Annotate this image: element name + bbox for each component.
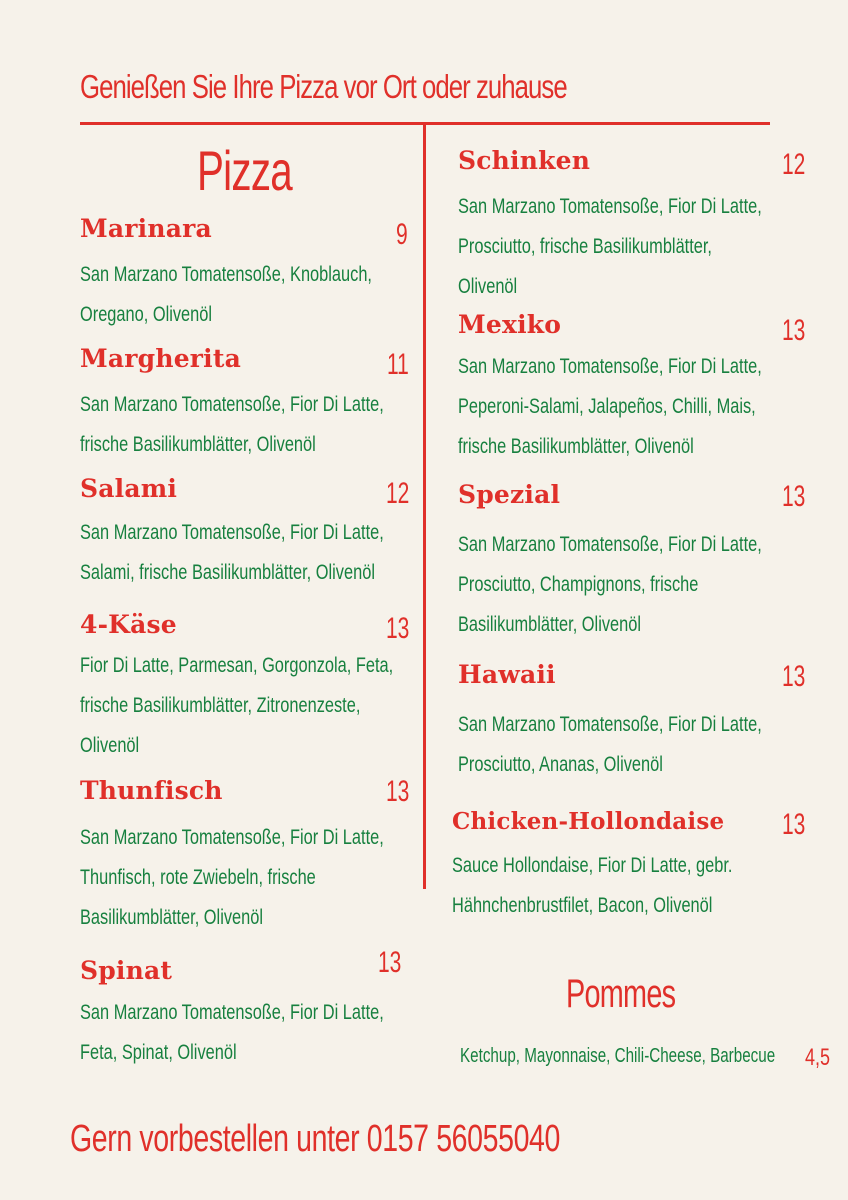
description-line: Fior Di Latte, Parmesan, Gorgonzola, Feta, [80,654,394,677]
menu-item-price: 13 [378,946,402,979]
description-line: Sauce Hollondaise, Fior Di Latte, gebr. [452,854,733,877]
menu-item-name: Mexiko [458,310,562,339]
menu-item-description [458,347,762,467]
menu-item-price: 11 [387,348,409,381]
description-line: San Marzano Tomatensoße, Fior Di Latte, [80,393,384,416]
menu-item-name: Chicken-Hollondaise [452,808,725,835]
menu-item-price: 12 [386,477,410,510]
menu-item-price: 13 [782,660,806,693]
column-divider [423,124,426,889]
description-line: San Marzano Tomatensoße, Fior Di Latte, [80,1001,384,1024]
menu-item-name: Marinara [80,214,212,243]
menu-item-name: Hawaii [458,660,556,689]
pommes-price: 4,5 [805,1044,831,1071]
menu-item-price: 13 [386,612,410,645]
menu-item-name: Spezial [458,480,561,509]
menu-item-price: 13 [386,775,410,808]
menu-item-name: Schinken [458,146,591,175]
description-line: Oregano, Olivenöl [80,303,213,326]
preorder-phone-footer: Gern vorbestellen unter 0157 56055040 [70,1118,560,1160]
menu-item-name: Margherita [80,344,242,373]
description-line: Salami, frische Basilikumblätter, Olivenöl [80,561,375,584]
description-line: frische Basilikumblätter, Olivenöl [458,435,694,458]
menu-item-price: 13 [782,808,806,841]
menu-item-name: 4-Käse [80,610,177,639]
description-line: Basilikumblätter, Olivenöl [80,906,263,929]
description-line: frische Basilikumblätter, Olivenöl [80,433,316,456]
description-line: San Marzano Tomatensoße, Fior Di Latte, [458,533,762,556]
pommes-description: Ketchup, Mayonnaise, Chili-Cheese, Barbecue [460,1045,776,1067]
tagline: Genießen Sie Ihre Pizza vor Ort oder zuhause [80,68,567,105]
description-line: Basilikumblätter, Olivenöl [458,613,641,636]
menu-item-name: Thunfisch [80,776,223,805]
menu-item-description [80,993,384,1073]
menu-item-description [80,513,384,593]
description-line: Peperoni-Salami, Jalapeños, Chilli, Mais, [458,395,756,418]
menu-item-price: 9 [396,218,408,251]
description-line: San Marzano Tomatensoße, Fior Di Latte, [80,826,384,849]
menu-item-description [458,187,762,307]
menu-item-description [80,385,384,465]
menu-item-description [458,525,762,645]
menu-item-price: 13 [782,314,806,347]
description-line: Olivenöl [80,734,140,757]
description-line: Olivenöl [458,275,518,298]
menu-item-name: Spinat [80,956,173,985]
menu-item-description [80,255,372,335]
pommes-section-title: Pommes [566,972,676,1016]
menu-item-price: 12 [782,148,806,181]
description-line: frische Basilikumblätter, Zitronenzeste, [80,694,361,717]
menu-item-price: 13 [782,480,806,513]
description-line: San Marzano Tomatensoße, Fior Di Latte, [458,195,762,218]
description-line: Hähnchenbrustfilet, Bacon, Olivenöl [452,894,713,917]
description-line: Feta, Spinat, Olivenöl [80,1041,237,1064]
description-line: San Marzano Tomatensoße, Fior Di Latte, [80,521,384,544]
menu-item-description [458,705,762,785]
description-line: San Marzano Tomatensoße, Knoblauch, [80,263,372,286]
menu-item-description [80,646,393,766]
menu-item-description [452,846,732,926]
menu-item-description [80,818,384,938]
description-line: Prosciutto, Champignons, frische [458,573,699,596]
description-line: Thunfisch, rote Zwiebeln, frische [80,866,316,889]
pizza-section-title: Pizza [197,139,292,202]
description-line: Prosciutto, frische Basilikumblätter, [458,235,712,258]
description-line: San Marzano Tomatensoße, Fior Di Latte, [458,713,762,736]
menu-item-name: Salami [80,474,178,503]
description-line: Prosciutto, Ananas, Olivenöl [458,753,663,776]
description-line: San Marzano Tomatensoße, Fior Di Latte, [458,355,762,378]
